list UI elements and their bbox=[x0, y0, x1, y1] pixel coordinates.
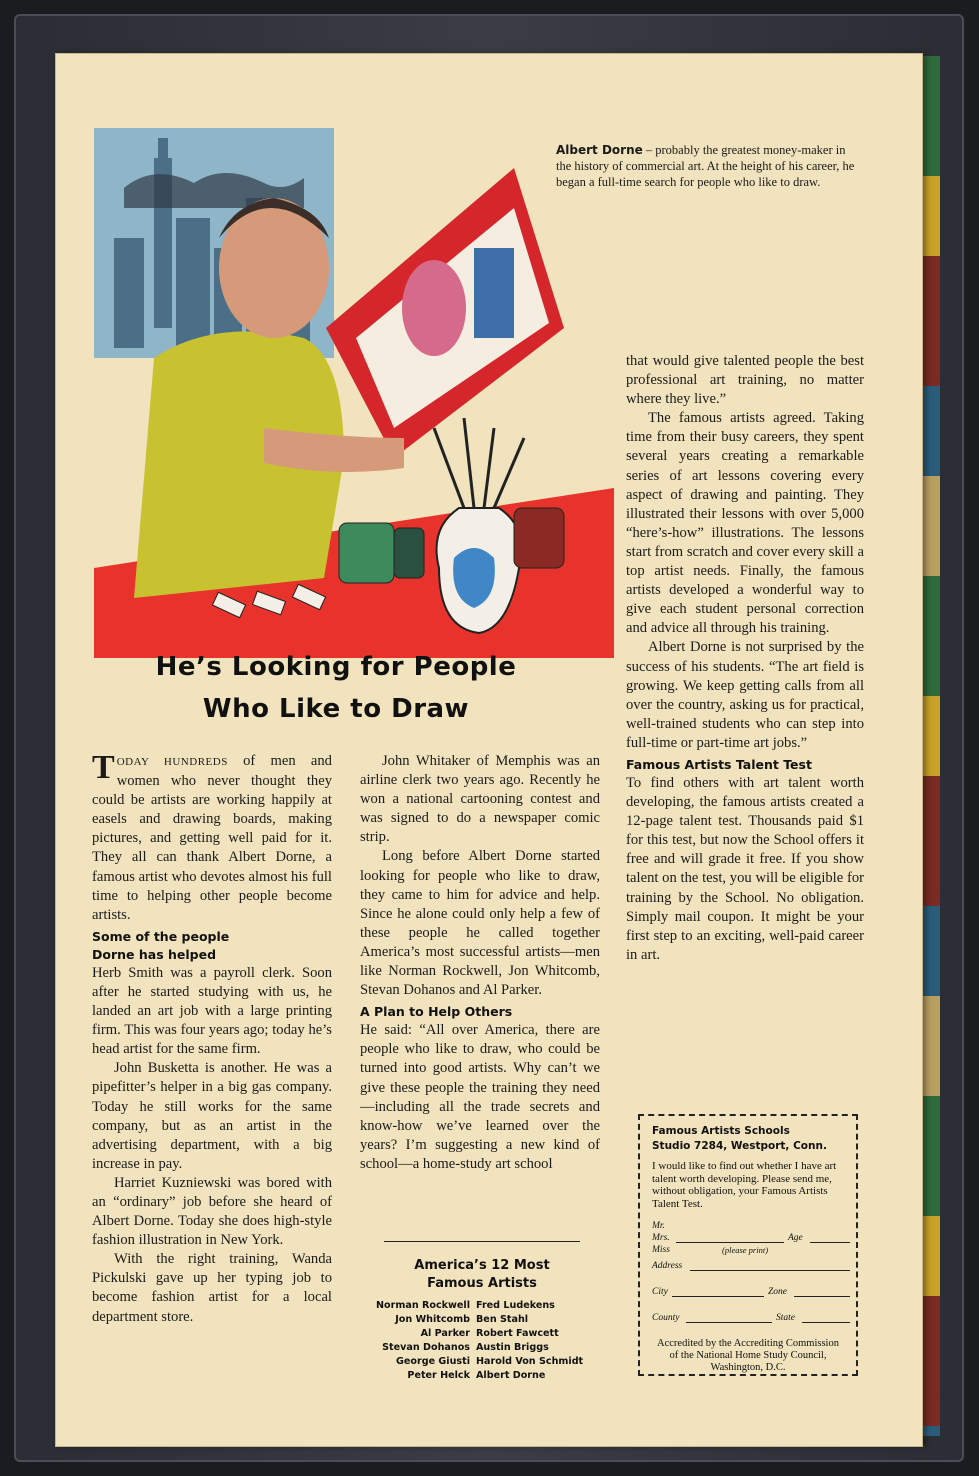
headline bbox=[116, 646, 556, 730]
field-mr[interactable]: Mr. bbox=[652, 1221, 665, 1231]
famous-artists-title: America’s 12 Most Famous Artists bbox=[414, 1258, 550, 1291]
column-1-paragraph-3: John Busketta is another. He was a pipefitter’s helper in a big gas company. Today he still works for the same company, but as an artist in the advertising department, with a big increase in pay. bbox=[92, 1060, 332, 1172]
headline-line-1: He’s Looking for People bbox=[155, 652, 517, 682]
artist-name: Harold Von Schmidt bbox=[476, 1356, 584, 1367]
subhead-talent-test: Famous Artists Talent Test bbox=[626, 756, 812, 772]
artist-name: Austin Briggs bbox=[476, 1342, 549, 1353]
field-mrs-age[interactable]: Mrs. Age bbox=[652, 1232, 844, 1244]
artist-at-easel-illustration bbox=[94, 128, 614, 658]
column-2-paragraph-2: Long before Albert Dorne started looking for people who like to draw, they came to him for advice and help. Since he alone could only help a few of these people he called together America’s most successful artists—men like Norman Rockwell, Jon Whitcomb, Stevan Dohanos and Al Parker. bbox=[360, 848, 600, 999]
column-3-paragraph-1: that would give talented people the best professional art training, no matter where they live.” bbox=[626, 353, 864, 408]
artist-name: Ben Stahl bbox=[476, 1314, 529, 1325]
column-3-paragraph-2: The famous artists agreed. Taking time from their busy careers, they spent several years creating a remarkable series of art lessons covering every aspect of drawing and painting. They illustrated their lessons with over 5,000 “here’s-how” illustrations. The lessons start from scratch and cover every skill a top artist needs. Finally, the famous artists developed a wonderful way to give each student personal correction and advice all through his training. bbox=[626, 410, 864, 637]
artists-divider bbox=[384, 1241, 580, 1242]
artist-name: Stevan Dohanos bbox=[382, 1342, 470, 1353]
mail-in-coupon[interactable] bbox=[638, 1114, 858, 1376]
artist-name: George Giusti bbox=[396, 1356, 470, 1367]
paint-brushes bbox=[434, 418, 524, 508]
artist-name: Albert Dorne bbox=[476, 1370, 546, 1381]
column-3-paragraph-3: Albert Dorne is not surprised by the success of his students. “The art field is growing. We keep getting calls from all over the country, asking us for practical, well-trained students who can step into full-time or part-time art jobs.” bbox=[626, 639, 864, 751]
lead-small-caps: ODAY HUNDREDS bbox=[116, 756, 228, 768]
column-1-paragraph-4: Harriet Kuzniewski was bored with an “ordinary” job before she heard of Albert Dorne. Today she does high-style fashion illustration in New York. bbox=[92, 1174, 332, 1249]
column-1-paragraph-1: TODAY HUNDREDS of men and women who never thought they could be artists are working happily at easels and drawing boards, making pictures, and getting well paid for it. They all can thank Albert Dorne, a famous artist who devotes almost his full time to helping other people become artists. bbox=[92, 749, 332, 923]
coupon-body: I would like to find out whether I have art talent worth developing. Please send me, without obligation, your Famous Artists Talent Test. bbox=[652, 1160, 837, 1210]
article-column-2 bbox=[360, 752, 600, 1174]
headline-line-2: Who Like to Draw bbox=[202, 694, 470, 724]
caption-text: – probably the greatest money-maker in the history of commercial art. At the height of his career, he began a full-time search for people who like to draw. bbox=[556, 143, 855, 189]
subhead-plan-to-help: A Plan to Help Others bbox=[360, 1004, 513, 1020]
column-1-paragraph-2: Herb Smith was a payroll clerk. Soon after he started studying with us, he landed an art job with a large printing firm. This was four years ago; today he’s head artist for the same firm. bbox=[92, 964, 332, 1058]
drop-cap: T bbox=[92, 749, 115, 786]
comic-back-cover-page bbox=[56, 54, 922, 1446]
artist-name: Al Parker bbox=[420, 1328, 470, 1339]
subhead-people-helped: Some of the people Dorne has helped bbox=[92, 928, 230, 962]
artist-name: Fred Ludekens bbox=[476, 1300, 555, 1311]
painted-farmer-figure bbox=[474, 248, 514, 338]
article-column-1 bbox=[92, 749, 332, 1327]
artist-name: Peter Helck bbox=[407, 1370, 470, 1381]
artist-name: Jon Whitcomb bbox=[395, 1314, 470, 1325]
column-1-paragraph-5: With the right training, Wanda Pickulski gave up her typing job to become fashion artist for a local department store. bbox=[92, 1251, 332, 1325]
field-county-state[interactable]: County State bbox=[652, 1312, 844, 1324]
famous-artists-list bbox=[356, 1299, 608, 1383]
column-3-paragraph-4: To find others with art talent worth developing, the famous artists created a 12-page talent test. Thousands paid $1 for this test, but now the School offers it free and will grade it free. If you show talent on the test, you will be eligible for training by the School. No obligation. Simply mail coupon. It might be your first step to an exciting, well-paid career in art. bbox=[626, 774, 864, 963]
caption-name: Albert Dorne bbox=[556, 143, 643, 157]
field-address[interactable]: Address bbox=[652, 1260, 844, 1272]
field-miss[interactable]: Miss (please print) bbox=[652, 1245, 769, 1255]
column-2-paragraph-1: John Whitaker of Memphis was an airline clerk two years ago. Recently he won a national cartooning contest and was signed to do a newspaper comic strip. bbox=[360, 753, 600, 846]
field-city-zone[interactable]: City Zone bbox=[652, 1286, 844, 1298]
accreditation-note: Accredited by the Accrediting Commission of the National Home Study Council, Washington, D.C. bbox=[657, 1338, 839, 1373]
artist-name: Norman Rockwell bbox=[376, 1300, 470, 1311]
coupon-fields bbox=[652, 1220, 844, 1324]
coupon-title: Famous Artists Schools Studio 7284, Westport, Conn. bbox=[652, 1125, 827, 1152]
column-2-paragraph-3: He said: “All over America, there are people who like to draw, who could be turned into good artists. Why can’t we give these people the training they need—including all the trade secrets and know-how we’ve learned over the years? I’m suggesting a new kind of school—a home-study art school bbox=[360, 1022, 600, 1172]
illustration-caption bbox=[556, 142, 856, 190]
article-column-3 bbox=[626, 352, 864, 965]
artist-name: Robert Fawcett bbox=[476, 1328, 559, 1339]
painted-woman-figure bbox=[402, 260, 466, 356]
